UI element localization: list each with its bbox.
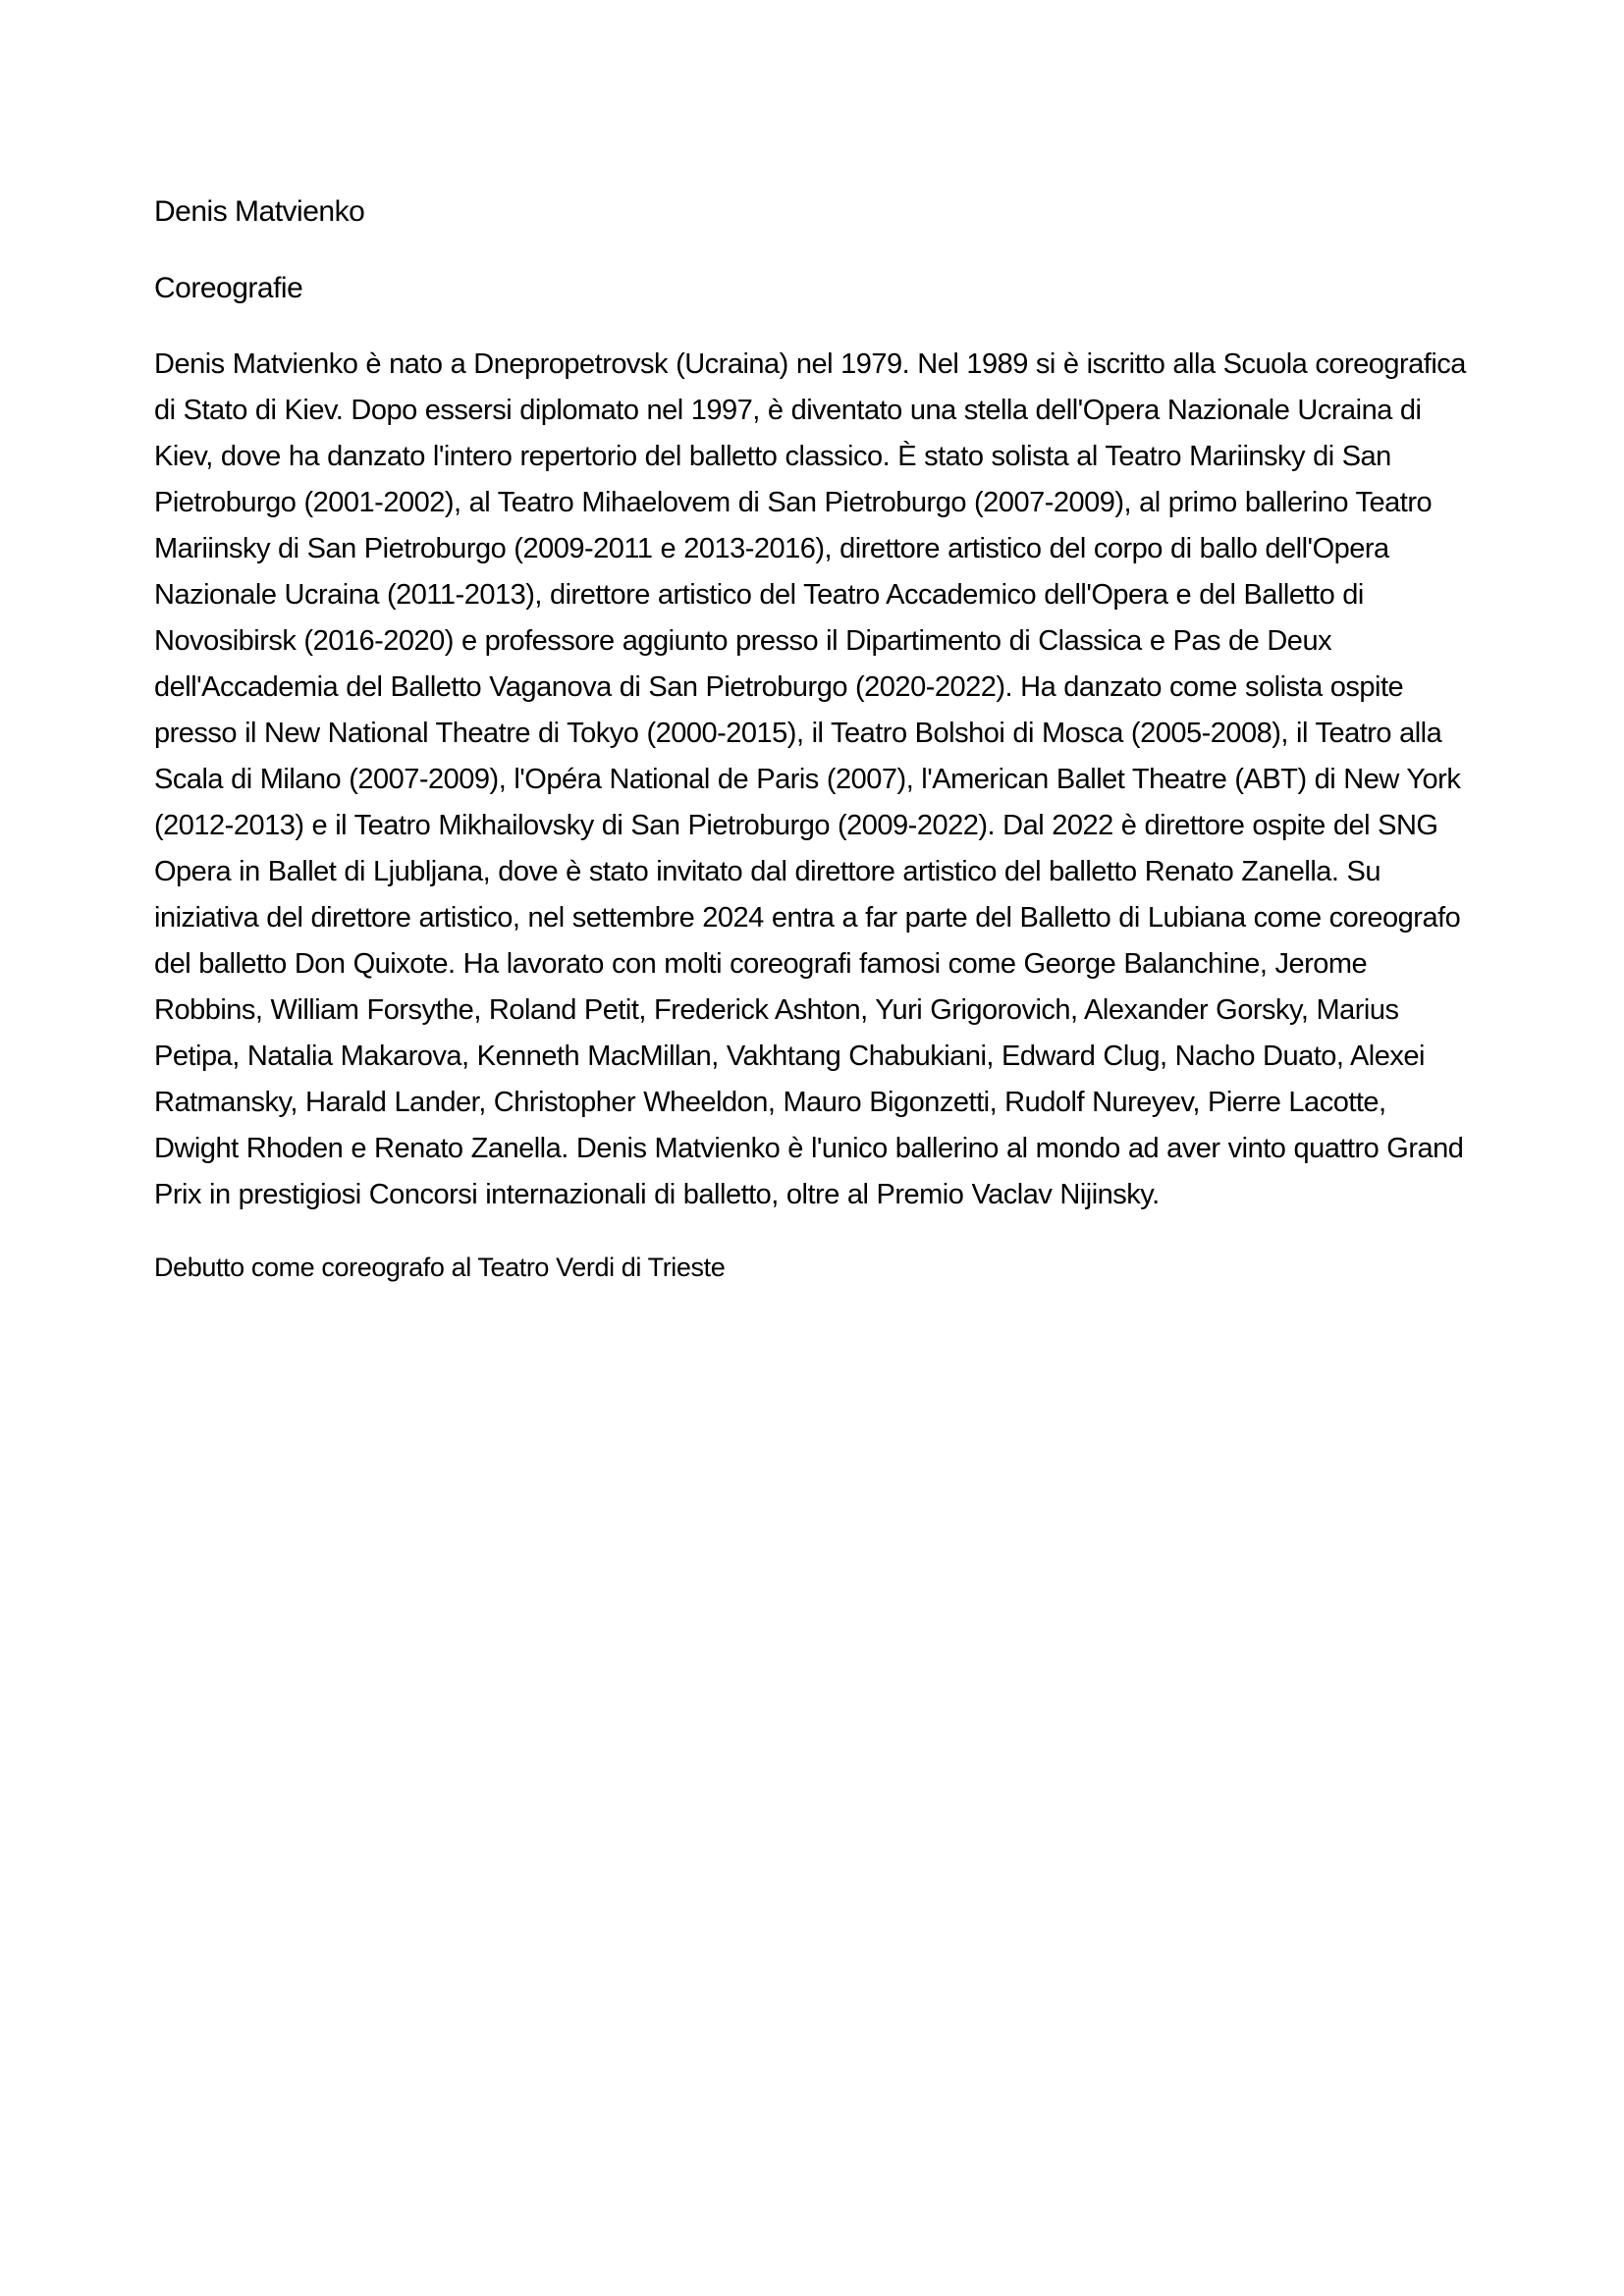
closing-line: Debutto come coreografo al Teatro Verdi di Trieste bbox=[154, 1253, 726, 1282]
section-heading: Coreografie bbox=[154, 272, 303, 304]
biography-paragraph: Denis Matvienko è nato a Dnepropetrovsk (Ucraina) nel 1979. Nel 1989 si è iscritto alla Scuola coreografica di Stato di Kiev. Dopo essersi diplomato nel 1997, è diventato una stella dell'Opera Nazionale Ucraina di Kiev, dove ha danzato l'intero repertorio del balletto classico. È stato solista al Teatro Mariinsky di San Pietroburgo (2001-2002), al Teatro Mihaelovem di San Pietroburgo (2007-2009), al primo ballerino Teatro Mariinsky di San Pietroburgo (2009-2011 e 2013-2016), direttore artistico del corpo di ballo dell'Opera Nazionale Ucraina (2011-2013), direttore artistico del Teatro Accademico dell'Opera e del Balletto di Novosibirsk (2016-2020) e professore aggiunto presso il Dipartimento di Classica e Pas de Deux dell'Accademia del Balletto Vaganova di San Pietroburgo (2020-2022). Ha danzato come solista ospite presso il New National Theatre di Tokyo (2000-2015), il Teatro Bolshoi di Mosca (2005-2008), il Teatro alla Scala di Milano (2007-2009), l'Opéra National de Paris (2007), l'American Ballet Theatre (ABT) di New York (2012-2013) e il Teatro Mikhailovsky di San Pietroburgo (2009-2022). Dal 2022 è direttore ospite del SNG Opera in Ballet di Ljubljana, dove è stato invitato dal direttore artistico del balletto Renato Zanella. Su iniziativa del direttore artistico, nel settembre 2024 entra a far parte del Balletto di Lubiana come coreografo del balletto Don Quixote. Ha lavorato con molti coreografi famosi come George Balanchine, Jerome Robbins, William Forsythe, Roland Petit, Frederick Ashton, Yuri Grigorovich, Alexander Gorsky, Marius Petipa, Natalia Makarova, Kenneth MacMillan, Vakhtang Chabukiani, Edward Clug, Nacho Duato, Alexei Ratmansky, Harald Lander, Christopher Wheeldon, Mauro Bigonzetti, Rudolf Nureyev, Pierre Lacotte, Dwight Rhoden e Renato Zanella. Denis Matvienko è l'unico ballerino al mondo ad aver vinto quattro Grand Prix in prestigiosi Concorsi internazionali di balletto, oltre al Premio Vaclav Nijinsky. bbox=[154, 348, 1466, 1210]
document-title: Denis Matvienko bbox=[154, 195, 365, 228]
